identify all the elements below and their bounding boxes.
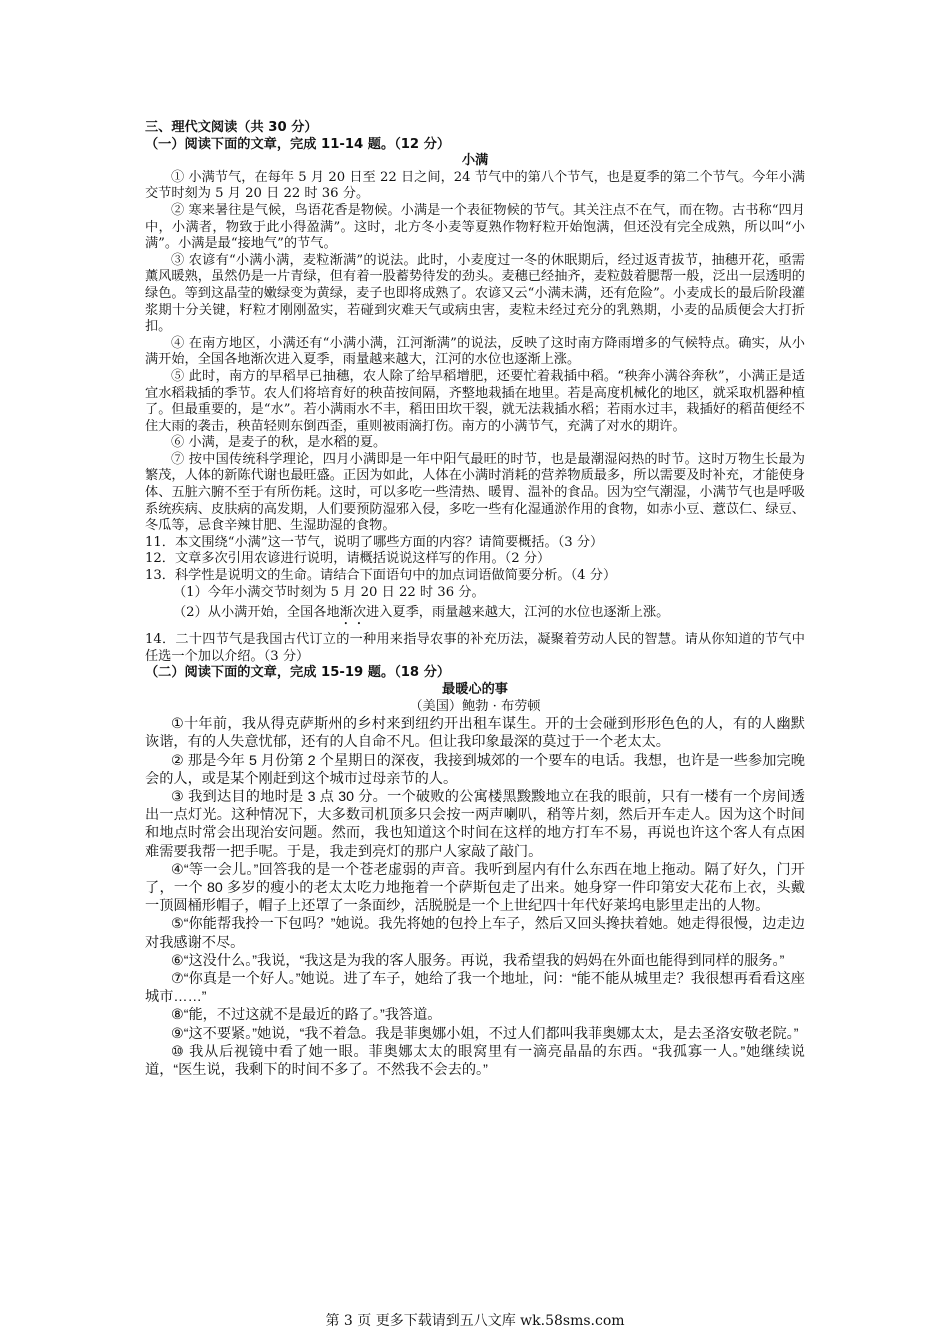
article1-paragraph: ④ 在南方地区，小满还有“小满小满，江河渐满”的说法，反映了这时南方降雨增多的气候特点。确实，从小满开始，全国各地渐次进入夏季，雨量越来越大，江河的水位也逐渐上涨。 bbox=[145, 335, 805, 368]
article2-paragraph: ⑤“你能帮我拎一下包吗？”她说。我先将她的包拎上车子，然后又回头搀扶着她。她走得很慢，边走边对我感谢不尽。 bbox=[145, 916, 805, 951]
q13-sub2-post: 进入夏季，雨量越来越大，江河的水位也逐渐上涨。 bbox=[366, 605, 670, 621]
article2-paragraph: ⑥“这没什么。”我说，“我这是为我的客人服务。再说，我希望我的妈妈在外面也能得到同样的服务。” bbox=[171, 952, 785, 969]
question-13-sub-2 bbox=[145, 605, 805, 628]
article2-paragraph: ⑧“能，不过这就不是最近的路了。”我答道。 bbox=[171, 1007, 442, 1024]
article2-paragraph: ④“等一会儿。”回答我的是一个苍老虚弱的声音。我听到屋内有什么东西在地上拖动。隔了好久，门开了，一个 80 多岁的瘦小的老太太吃力地拖着一个萨斯包走了出来。她身穿一件印第安大花布上衣，头戴一顶圆桶形帽子，帽子上还罩了一条面纱，活脱脱是一个上世纪四十年代好莱坞电影里走出的人物。 bbox=[145, 861, 805, 915]
q13-emphasis-word: 渐次 bbox=[339, 605, 367, 621]
part2-heading: （二）阅读下面的文章，完成 15-19 题。（18 分） bbox=[145, 665, 451, 681]
article1-paragraph: ② 寒来暑往是气候，鸟语花香是物候。小满是一个表征物候的节气。其关注点不在气，而在物。古书称“四月中，小满者，物致于此小得盈满”。这时，北方冬小麦等夏熟作物籽粒开始饱满，但还没有完全成熟，所以叫“小满”。小满是最“接地气”的节气。 bbox=[145, 202, 805, 252]
article2-paragraph: ⑨“这不要紧。”她说，“我不着急。我是菲奥娜小姐，不过人们都叫我菲奥娜太太，是去圣洛安敬老院。” bbox=[171, 1025, 799, 1042]
article1-paragraph: ⑤ 此时，南方的早稻早已抽穗，农人除了给早稻增肥，还要忙着栽插中稻。“秧奔小满谷奔秋”，小满正是适宜水稻栽插的季节。农人们将培育好的秧苗按间隔，齐整地栽插在地里。若是高度机械化的地区，就采取机器种植了。但最重要的，是“水”。若小满雨水不丰，稻田田坎干裂，就无法栽插水稻；若雨水过丰，栽插好的稻苗便经不住大雨的袭击，秧苗轻则东倒西歪，重则被雨滴打伤。南方的小满节气，充满了对水的期许。 bbox=[145, 368, 805, 434]
article1-paragraph: ③ 农谚有“小满小满，麦粒渐满”的说法。此时，小麦度过一冬的休眠期后，经过返青拔节，抽穗开花，亟需薰风暖熟，虽然仍是一片青绿，但有着一股蓄势待发的劲头。麦穗已经抽齐，麦粒鼓着腮帮一般，泛出一层透明的绿色。等到这晶莹的嫩绿变为黄绿，麦子也即将成熟了。农谚又云“小满未满，还有危险”。小麦成长的最后阶段灌浆期十分关键，籽粒才刚刚盈实，若碰到灾难天气或病虫害，麦粒未经过充分的乳熟期，小麦的品质便会大打折扣。 bbox=[145, 252, 805, 335]
article2-paragraph: ② 那是今年 5 月份第 2 个星期日的深夜，我接到城郊的一个要车的电话。我想，也许是一些参加完晚会的人，或是某个刚赶到这个城市过母亲节的人。 bbox=[145, 752, 805, 787]
question-13: 13．科学性是说明文的生命。请结合下面语句中的加点词语做简要分析。（4 分） bbox=[145, 568, 617, 584]
article1-paragraph: ⑦ 按中国传统科学理论，四月小满即是一年中阳气最旺的时节，也是最潮湿闷热的时节。这时万物生长最为繁茂，人体的新陈代谢也最旺盛。正因为如此，人体在小满时消耗的营养物质最多，所以需要及时补充，才能使身体、五脏六腑不至于有所伤耗。这时，可以多吃一些清热、暖胃、温补的食品。因为空气潮湿，小满节气也是呼吸系统疾病、皮肤病的高发期，人们要预防湿邪入侵，多吃一些有化湿通淤作用的食物，如赤小豆、薏苡仁、绿豆、冬瓜等，忌食辛辣甘肥、生湿助湿的食物。 bbox=[145, 451, 805, 534]
article2-title: 最暖心的事 bbox=[442, 682, 508, 697]
article2-author: （美国）鲍勃 · 布劳顿 bbox=[409, 698, 541, 714]
article1-paragraph: ① 小满节气，在每年 5 月 20 日至 22 日之间，24 节气中的第八个节气，也是夏季的第二个节气。今年小满交节时刻为 5 月 20 日 22 时 36 分。 bbox=[145, 169, 805, 202]
article2-paragraph: ⑩ 我从后视镜中看了她一眼。菲奥娜太太的眼窝里有一滴亮晶晶的东西。“我孤寡一人。”她继续说道，“医生说，我剩下的时间不多了。不然我不会去的。” bbox=[145, 1043, 805, 1079]
article2-paragraph: ①十年前，我从得克萨斯州的乡村来到纽约开出租车谋生。开的士会碰到形形色色的人，有的人幽默诙谐，有的人失意忧郁，还有的人自命不凡。但让我印象最深的莫过于一个老太太。 bbox=[145, 716, 805, 751]
article1-title: 小满 bbox=[461, 153, 489, 169]
question-13-sub-1: （1）今年小满交节时刻为 5 月 20 日 22 时 36 分。 bbox=[173, 584, 485, 600]
page-footer: 第 3 页 更多下载请到五八文库 wk.58sms.com bbox=[325, 1313, 625, 1329]
q13-sub2-pre: （2）从小满开始，全国各地 bbox=[173, 605, 340, 621]
document-body bbox=[145, 120, 805, 1079]
article2-paragraph: ③ 我到达目的地时是 3 点 30 分。一个破败的公寓楼黑黢黢地立在我的眼前，只有一楼有一个房间透出一点灯光。这种情况下，大多数司机顶多只会按一两声喇叭，稍等片刻，然后开车走人。因为这个时间和地点时常会出现治安问题。然而，我也知道这个时间在这样的地方打车不易，再说也许这个客人有点困难需要我帮一把手呢。于是，我走到亮灯的那户人家敲了敲门。 bbox=[145, 789, 805, 860]
article2-paragraph: ⑦“你真是一个好人。”她说。进了车子，她给了我一个地址，问：“能不能从城里走？我很想再看看这座城市……” bbox=[145, 971, 805, 1006]
question-12: 12．文章多次引用农谚进行说明，请概括说说这样写的作用。（2 分） bbox=[145, 551, 551, 567]
part1-heading: （一）阅读下面的文章，完成 11-14 题。（12 分） bbox=[145, 136, 451, 152]
question-11: 11．本文围绕“小满”这一节气，说明了哪些方面的内容？请简要概括。（3 分） bbox=[145, 534, 604, 550]
article2-body bbox=[145, 715, 805, 1079]
section-heading: 三、理代文阅读（共 30 分） bbox=[145, 120, 318, 135]
question-14: 14．二十四节气是我国古代订立的一种用来指导农事的补充历法，凝聚着劳动人民的智慧。请从你知道的节气中任选一个加以介绍。（3 分） bbox=[145, 632, 805, 664]
article1-paragraph: ⑥ 小满，是麦子的秋，是水稻的夏。 bbox=[171, 435, 387, 451]
